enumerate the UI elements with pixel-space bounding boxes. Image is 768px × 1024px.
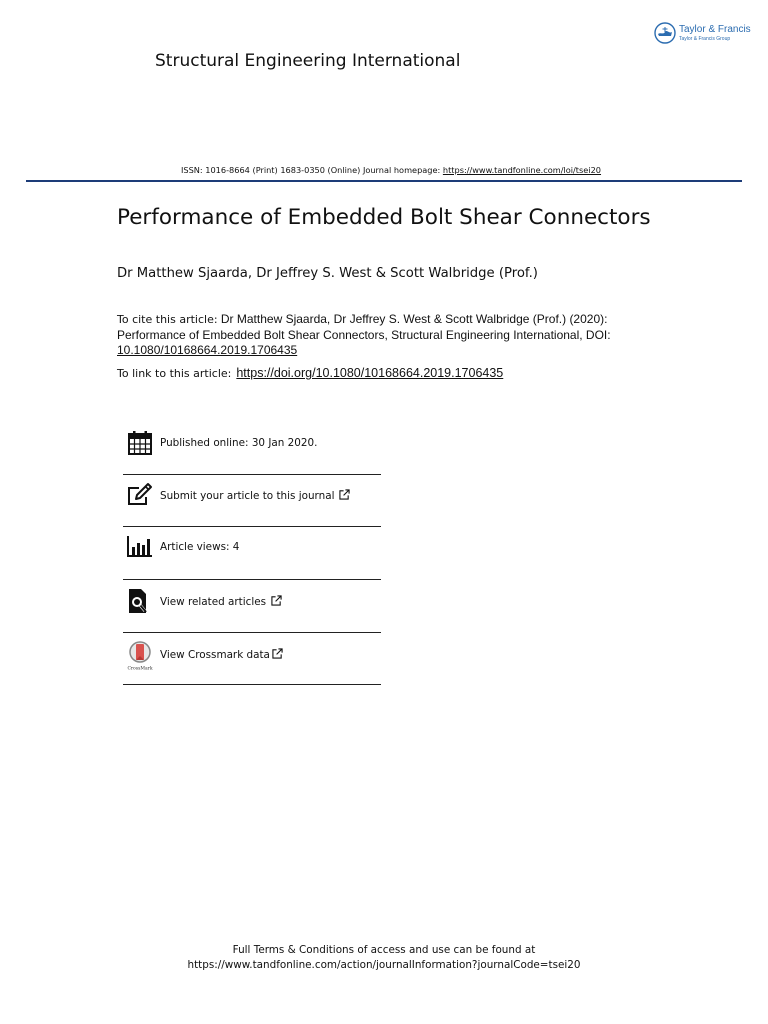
crossmark-row[interactable]	[123, 641, 381, 681]
article-title: Performance of Embedded Bolt Shear Connectors	[117, 205, 651, 230]
divider	[123, 632, 381, 633]
header-rule	[26, 180, 742, 182]
publisher-group: Taylor & Francis Group	[679, 36, 731, 42]
related-articles-row[interactable]	[123, 588, 381, 628]
journal-homepage-link[interactable]: https://www.tandfonline.com/loi/tsei20	[442, 165, 602, 175]
divider	[123, 474, 381, 475]
submit-article-text: Submit your article to this journal	[160, 490, 335, 502]
footer-terms-link[interactable]: https://www.tandfonline.com/action/journalInformation?journalCode=tsei20	[187, 958, 581, 971]
divider	[123, 579, 381, 580]
crossmark-text: View Crossmark data	[160, 649, 270, 661]
article-authors: Dr Matthew Sjaarda, Dr Jeffrey S. West & Scott Walbridge (Prof.)	[117, 266, 538, 281]
citation-block	[117, 312, 657, 359]
published-online-text: Published online: 30 Jan 2020.	[160, 437, 318, 449]
citation-label: To cite this article:	[117, 313, 218, 326]
article-link-label: To link to this article:	[117, 367, 232, 380]
related-articles-link[interactable]	[160, 595, 282, 608]
calendar-icon	[127, 430, 153, 456]
article-views-text: Article views: 4	[160, 541, 240, 553]
related-articles-text: View related articles	[160, 596, 267, 608]
submit-article-row[interactable]	[123, 482, 381, 522]
external-link-icon	[271, 595, 282, 606]
divider	[123, 526, 381, 527]
external-link-icon	[272, 648, 283, 659]
footer-terms	[0, 943, 768, 972]
submit-article-link[interactable]	[160, 489, 350, 502]
citation-text: Dr Matthew Sjaarda, Dr Jeffrey S. West & Scott Walbridge (Prof.) (2020): Performance of Embedded Bolt Shear Connectors, Structural Engineering International, DOI:	[117, 312, 611, 342]
article-doi-link[interactable]: https://doi.org/10.1080/10168664.2019.1706435	[236, 366, 504, 380]
divider	[123, 684, 381, 685]
search-document-icon	[127, 588, 153, 614]
crossmark-icon	[127, 641, 153, 671]
issn-line	[0, 165, 768, 175]
journal-title: Structural Engineering International	[155, 51, 461, 71]
external-link-icon	[339, 489, 350, 500]
bar-chart-icon	[127, 534, 153, 560]
taylor-francis-logo-icon	[654, 22, 676, 44]
footer-line-1: Full Terms & Conditions of access and use can be found at	[232, 944, 536, 956]
publisher-name: Taylor & Francis	[679, 24, 751, 35]
crossmark-link[interactable]	[160, 648, 283, 661]
published-online-row	[123, 430, 381, 470]
publisher-logo[interactable]	[654, 22, 751, 48]
issn-text: ISSN: 1016-8664 (Print) 1683-0350 (Online) Journal homepage:	[180, 165, 443, 175]
edit-icon	[127, 482, 153, 508]
article-link-line	[117, 366, 503, 380]
citation-doi-link[interactable]: 10.1080/10168664.2019.1706435	[117, 343, 298, 357]
crossmark-badge-text: CrossMark	[127, 666, 153, 671]
article-views-row	[123, 534, 381, 574]
